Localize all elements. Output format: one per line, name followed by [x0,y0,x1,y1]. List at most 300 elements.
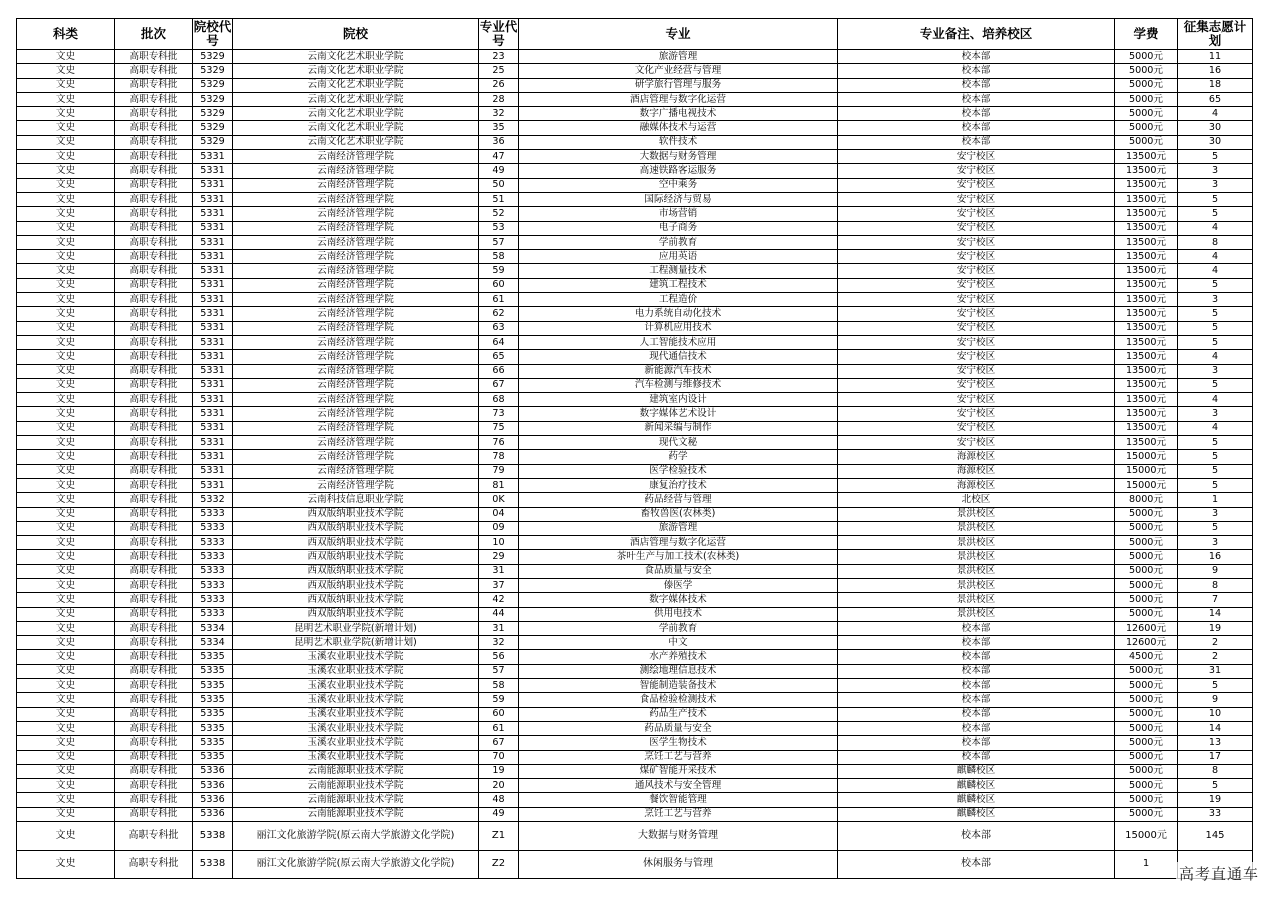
major-cell: 食品检验检测技术 [519,693,838,707]
table-row [17,464,1253,478]
fee-cell: 13500元 [1115,307,1178,321]
fee-cell: 15000元 [1115,464,1178,478]
school-cell: 西双版纳职业技术学院 [233,536,479,550]
batch-cell: 高职专科批 [115,150,193,164]
batch-cell: 高职专科批 [115,335,193,349]
plan-cell: 16 [1178,550,1253,564]
school-code-cell: 5331 [193,364,233,378]
major-cell: 学前教育 [519,235,838,249]
major-cell: 大数据与财务管理 [519,822,838,851]
major-cell: 煤矿智能开采技术 [519,764,838,778]
major-cell: 建筑室内设计 [519,393,838,407]
batch-cell: 高职专科批 [115,393,193,407]
batch-cell: 高职专科批 [115,164,193,178]
note-cell: 麒麟校区 [838,807,1115,821]
batch-cell: 高职专科批 [115,450,193,464]
school-code-cell: 5333 [193,507,233,521]
note-cell: 校本部 [838,679,1115,693]
category-cell: 文史 [17,621,115,635]
school-cell: 云南经济管理学院 [233,178,479,192]
fee-cell: 5000元 [1115,793,1178,807]
fee-cell: 5000元 [1115,578,1178,592]
plan-cell: 19 [1178,793,1253,807]
category-cell: 文史 [17,278,115,292]
major-cell: 学前教育 [519,621,838,635]
major-code-cell: 51 [479,192,519,206]
major-cell: 电子商务 [519,221,838,235]
school-code-cell: 5329 [193,121,233,135]
major-cell: 旅游管理 [519,521,838,535]
batch-cell: 高职专科批 [115,679,193,693]
fee-cell: 5000元 [1115,64,1178,78]
category-cell: 文史 [17,750,115,764]
school-code-cell: 5331 [193,307,233,321]
major-code-cell: 32 [479,107,519,121]
table-row [17,679,1253,693]
school-cell: 云南经济管理学院 [233,450,479,464]
major-code-cell: 62 [479,307,519,321]
fee-cell: 13500元 [1115,221,1178,235]
major-cell: 现代文秘 [519,436,838,450]
table-row [17,650,1253,664]
major-cell: 茶叶生产与加工技术(农林类) [519,550,838,564]
major-cell: 药品质量与安全 [519,721,838,735]
note-cell: 校本部 [838,721,1115,735]
major-code-cell: 37 [479,578,519,592]
school-cell: 云南经济管理学院 [233,436,479,450]
major-cell: 现代通信技术 [519,350,838,364]
major-code-cell: 0K [479,493,519,507]
plan-cell: 145 [1178,822,1253,851]
school-code-cell: 5336 [193,807,233,821]
plan-cell: 5 [1178,436,1253,450]
school-cell: 云南经济管理学院 [233,421,479,435]
school-cell: 丽江文化旅游学院(原云南大学旅游文化学院) [233,822,479,851]
note-cell: 安宁校区 [838,350,1115,364]
plan-cell: 5 [1178,192,1253,206]
school-cell: 云南经济管理学院 [233,364,479,378]
category-cell: 文史 [17,436,115,450]
header-category: 科类 [17,19,115,50]
fee-cell: 4500元 [1115,650,1178,664]
note-cell: 景洪校区 [838,578,1115,592]
batch-cell: 高职专科批 [115,307,193,321]
batch-cell: 高职专科批 [115,407,193,421]
school-code-cell: 5331 [193,378,233,392]
major-code-cell: 67 [479,378,519,392]
category-cell: 文史 [17,593,115,607]
school-code-cell: 5331 [193,450,233,464]
category-cell: 文史 [17,807,115,821]
fee-cell: 13500元 [1115,350,1178,364]
table-row [17,593,1253,607]
note-cell: 安宁校区 [838,278,1115,292]
plan-cell: 3 [1178,507,1253,521]
category-cell: 文史 [17,178,115,192]
category-cell: 文史 [17,850,115,879]
table-row [17,92,1253,106]
batch-cell: 高职专科批 [115,378,193,392]
category-cell: 文史 [17,350,115,364]
batch-cell: 高职专科批 [115,707,193,721]
major-code-cell: 53 [479,221,519,235]
batch-cell: 高职专科批 [115,521,193,535]
table-row [17,107,1253,121]
note-cell: 校本部 [838,693,1115,707]
plan-cell: 4 [1178,221,1253,235]
fee-cell: 5000元 [1115,736,1178,750]
school-cell: 玉溪农业职业技术学院 [233,707,479,721]
plan-cell: 16 [1178,64,1253,78]
major-cell: 智能制造装备技术 [519,679,838,693]
major-code-cell: 29 [479,550,519,564]
batch-cell: 高职专科批 [115,121,193,135]
category-cell: 文史 [17,521,115,535]
category-cell: 文史 [17,450,115,464]
school-cell: 云南经济管理学院 [233,293,479,307]
category-cell: 文史 [17,721,115,735]
plan-cell: 5 [1178,150,1253,164]
plan-cell: 19 [1178,621,1253,635]
school-cell: 西双版纳职业技术学院 [233,521,479,535]
table-row [17,736,1253,750]
school-cell: 云南经济管理学院 [233,378,479,392]
major-code-cell: 57 [479,235,519,249]
school-code-cell: 5331 [193,407,233,421]
major-code-cell: 49 [479,164,519,178]
major-cell: 酒店管理与数字化运营 [519,536,838,550]
plan-cell: 5 [1178,207,1253,221]
plan-cell: 4 [1178,107,1253,121]
table-row [17,221,1253,235]
fee-cell: 13500元 [1115,264,1178,278]
table-row [17,335,1253,349]
fee-cell: 5000元 [1115,107,1178,121]
note-cell: 安宁校区 [838,335,1115,349]
school-cell: 云南经济管理学院 [233,321,479,335]
fee-cell: 13500元 [1115,364,1178,378]
batch-cell: 高职专科批 [115,278,193,292]
table-row [17,436,1253,450]
fee-cell: 13500元 [1115,150,1178,164]
school-cell: 昆明艺术职业学院(新增计划) [233,621,479,635]
major-code-cell: 68 [479,393,519,407]
plan-cell: 5 [1178,378,1253,392]
batch-cell: 高职专科批 [115,321,193,335]
plan-cell: 7 [1178,593,1253,607]
plan-cell: 13 [1178,736,1253,750]
note-cell: 海源校区 [838,478,1115,492]
school-code-cell: 5331 [193,278,233,292]
plan-cell: 2 [1178,636,1253,650]
major-code-cell: 59 [479,264,519,278]
table-row [17,350,1253,364]
school-code-cell: 5329 [193,135,233,149]
school-code-cell: 5336 [193,793,233,807]
table-row [17,364,1253,378]
major-code-cell: 09 [479,521,519,535]
fee-cell: 5000元 [1115,593,1178,607]
major-code-cell: 73 [479,407,519,421]
plan-cell: 5 [1178,307,1253,321]
category-cell: 文史 [17,478,115,492]
plan-cell: 3 [1178,364,1253,378]
note-cell: 安宁校区 [838,264,1115,278]
major-cell: 国际经济与贸易 [519,192,838,206]
school-code-cell: 5335 [193,707,233,721]
category-cell: 文史 [17,250,115,264]
major-cell: 数字媒体艺术设计 [519,407,838,421]
major-cell: 测绘地理信息技术 [519,664,838,678]
school-code-cell: 5334 [193,621,233,635]
school-code-cell: 5335 [193,750,233,764]
note-cell: 安宁校区 [838,221,1115,235]
school-cell: 云南经济管理学院 [233,407,479,421]
table-body [17,50,1253,879]
plan-cell: 8 [1178,578,1253,592]
plan-cell: 33 [1178,807,1253,821]
note-cell: 安宁校区 [838,150,1115,164]
school-cell: 西双版纳职业技术学院 [233,607,479,621]
table-row [17,850,1253,879]
school-cell: 玉溪农业职业技术学院 [233,750,479,764]
table-row [17,378,1253,392]
category-cell: 文史 [17,664,115,678]
table-row [17,550,1253,564]
table-row [17,192,1253,206]
fee-cell: 13500元 [1115,421,1178,435]
note-cell: 景洪校区 [838,521,1115,535]
school-cell: 玉溪农业职业技术学院 [233,650,479,664]
school-code-cell: 5331 [193,150,233,164]
plan-cell: 2 [1178,650,1253,664]
major-cell: 药学 [519,450,838,464]
table-row [17,407,1253,421]
table-row [17,636,1253,650]
plan-cell: 14 [1178,721,1253,735]
school-cell: 云南科技信息职业学院 [233,493,479,507]
major-cell: 大数据与财务管理 [519,150,838,164]
major-code-cell: 26 [479,78,519,92]
major-code-cell: 31 [479,564,519,578]
school-cell: 云南经济管理学院 [233,164,479,178]
major-cell: 文化产业经营与管理 [519,64,838,78]
table-row [17,164,1253,178]
fee-cell: 13500元 [1115,393,1178,407]
major-code-cell: 61 [479,293,519,307]
table-row [17,393,1253,407]
school-code-cell: 5333 [193,536,233,550]
school-code-cell: 5331 [193,464,233,478]
school-code-cell: 5333 [193,607,233,621]
note-cell: 麒麟校区 [838,793,1115,807]
category-cell: 文史 [17,578,115,592]
table-row [17,264,1253,278]
batch-cell: 高职专科批 [115,607,193,621]
major-cell: 工程造价 [519,293,838,307]
category-cell: 文史 [17,779,115,793]
category-cell: 文史 [17,607,115,621]
note-cell: 校本部 [838,707,1115,721]
fee-cell: 5000元 [1115,521,1178,535]
major-cell: 供用电技术 [519,607,838,621]
major-code-cell: 36 [479,135,519,149]
category-cell: 文史 [17,221,115,235]
fee-cell: 8000元 [1115,493,1178,507]
category-cell: 文史 [17,192,115,206]
table-row [17,536,1253,550]
category-cell: 文史 [17,135,115,149]
header-batch: 批次 [115,19,193,50]
major-code-cell: 42 [479,593,519,607]
fee-cell: 5000元 [1115,536,1178,550]
note-cell: 安宁校区 [838,421,1115,435]
category-cell: 文史 [17,92,115,106]
school-cell: 云南经济管理学院 [233,207,479,221]
fee-cell: 5000元 [1115,750,1178,764]
school-cell: 云南经济管理学院 [233,192,479,206]
note-cell: 北校区 [838,493,1115,507]
school-code-cell: 5331 [193,164,233,178]
batch-cell: 高职专科批 [115,779,193,793]
batch-cell: 高职专科批 [115,493,193,507]
major-code-cell: 19 [479,764,519,778]
category-cell: 文史 [17,536,115,550]
batch-cell: 高职专科批 [115,793,193,807]
note-cell: 景洪校区 [838,507,1115,521]
major-cell: 烹饪工艺与营养 [519,807,838,821]
category-cell: 文史 [17,693,115,707]
major-cell: 市场营销 [519,207,838,221]
school-code-cell: 5331 [193,421,233,435]
major-code-cell: 60 [479,278,519,292]
fee-cell: 5000元 [1115,135,1178,149]
school-code-cell: 5331 [193,207,233,221]
category-cell: 文史 [17,50,115,64]
major-cell: 休闲服务与管理 [519,850,838,879]
batch-cell: 高职专科批 [115,536,193,550]
table-row [17,250,1253,264]
school-cell: 云南经济管理学院 [233,278,479,292]
school-cell: 云南经济管理学院 [233,150,479,164]
batch-cell: 高职专科批 [115,436,193,450]
major-cell: 医学生物技术 [519,736,838,750]
table-row [17,664,1253,678]
school-cell: 西双版纳职业技术学院 [233,578,479,592]
fee-cell: 13500元 [1115,235,1178,249]
batch-cell: 高职专科批 [115,250,193,264]
school-cell: 云南文化艺术职业学院 [233,92,479,106]
fee-cell: 5000元 [1115,707,1178,721]
note-cell: 安宁校区 [838,307,1115,321]
major-code-cell: 65 [479,350,519,364]
plan-cell: 5 [1178,278,1253,292]
major-code-cell: 28 [479,92,519,106]
table-row [17,321,1253,335]
major-code-cell: 48 [479,793,519,807]
fee-cell: 13500元 [1115,436,1178,450]
table-row [17,307,1253,321]
batch-cell: 高职专科批 [115,78,193,92]
school-cell: 云南经济管理学院 [233,235,479,249]
plan-cell: 4 [1178,421,1253,435]
category-cell: 文史 [17,78,115,92]
batch-cell: 高职专科批 [115,92,193,106]
major-code-cell: 47 [479,150,519,164]
major-code-cell: Z2 [479,850,519,879]
school-code-cell: 5329 [193,50,233,64]
major-code-cell: 60 [479,707,519,721]
source-watermark: 高考直通车 [1176,862,1262,885]
fee-cell: 13500元 [1115,407,1178,421]
major-cell: 水产养殖技术 [519,650,838,664]
major-code-cell: 81 [479,478,519,492]
admission-plan-table [16,18,1253,879]
header-major: 专业 [519,19,838,50]
plan-cell: 5 [1178,521,1253,535]
school-cell: 云南经济管理学院 [233,221,479,235]
school-code-cell: 5333 [193,564,233,578]
major-code-cell: 63 [479,321,519,335]
major-code-cell: 32 [479,636,519,650]
school-code-cell: 5331 [193,178,233,192]
batch-cell: 高职专科批 [115,64,193,78]
note-cell: 景洪校区 [838,564,1115,578]
table-row [17,693,1253,707]
school-code-cell: 5335 [193,693,233,707]
major-cell: 数字媒体技术 [519,593,838,607]
table-row [17,178,1253,192]
note-cell: 安宁校区 [838,293,1115,307]
fee-cell: 5000元 [1115,507,1178,521]
school-cell: 玉溪农业职业技术学院 [233,736,479,750]
note-cell: 景洪校区 [838,593,1115,607]
fee-cell: 1 [1115,850,1178,879]
plan-cell: 30 [1178,121,1253,135]
major-cell: 高速铁路客运服务 [519,164,838,178]
fee-cell: 5000元 [1115,607,1178,621]
plan-cell: 3 [1178,407,1253,421]
major-code-cell: 59 [479,693,519,707]
category-cell: 文史 [17,507,115,521]
table-row [17,707,1253,721]
major-code-cell: 35 [479,121,519,135]
category-cell: 文史 [17,550,115,564]
plan-cell: 5 [1178,335,1253,349]
major-code-cell: 70 [479,750,519,764]
school-code-cell: 5335 [193,721,233,735]
major-cell: 新闻采编与制作 [519,421,838,435]
school-cell: 云南文化艺术职业学院 [233,64,479,78]
plan-cell: 5 [1178,679,1253,693]
major-cell: 电力系统自动化技术 [519,307,838,321]
major-cell: 建筑工程技术 [519,278,838,292]
plan-cell: 5 [1178,321,1253,335]
fee-cell: 5000元 [1115,764,1178,778]
category-cell: 文史 [17,164,115,178]
category-cell: 文史 [17,650,115,664]
note-cell: 校本部 [838,64,1115,78]
batch-cell: 高职专科批 [115,736,193,750]
major-code-cell: 50 [479,178,519,192]
batch-cell: 高职专科批 [115,50,193,64]
school-cell: 西双版纳职业技术学院 [233,507,479,521]
school-code-cell: 5329 [193,92,233,106]
school-cell: 昆明艺术职业学院(新增计划) [233,636,479,650]
category-cell: 文史 [17,378,115,392]
school-cell: 云南能源职业技术学院 [233,779,479,793]
school-cell: 云南文化艺术职业学院 [233,107,479,121]
